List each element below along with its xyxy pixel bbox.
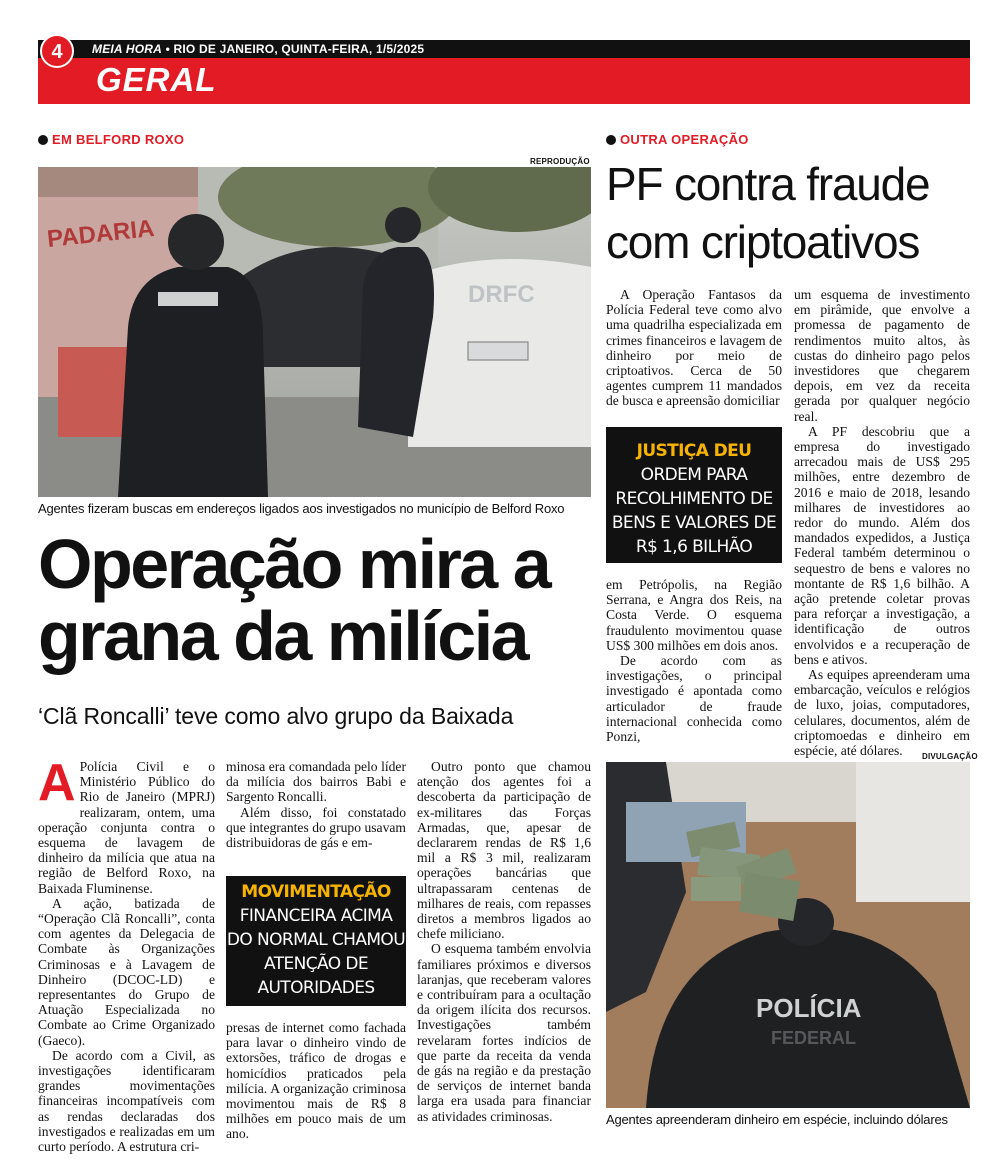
shop-sign-text: PADARIA xyxy=(45,214,156,253)
police-operation-photo xyxy=(38,167,591,497)
left-column-2-bottom xyxy=(226,1020,406,1142)
paragraph: Além disso, foi constatado que integrantes do grupo usavam distribuidoras de gás e em- xyxy=(226,804,406,851)
subheadline: ‘Clã Roncalli’ teve como alvo grupo da Baixada xyxy=(38,703,514,729)
paragraph: As equipes apreenderam uma embarcação, veículos e relógios de luxo, joias, computadores, celulares, documentos, além de criptomoedas e dinheiro em espécie, até dólares. xyxy=(794,667,970,759)
paragraph: Outro ponto que chamou atenção dos agentes foi a descoberta da participação de ex-militares das Forças Armadas, que, apesar de declararem rendas de R$ 1,6 mil a R$ 3 mil, realizaram operações bancárias que ultrapassaram centenas de milhares de reais, com repasses diretos a membros ligados ao chefe miliciano. xyxy=(417,759,591,942)
photo-caption-right: Agentes apreenderam dinheiro em espécie, incluindo dólares xyxy=(606,1112,948,1127)
highlight-box-title: JUSTIÇA DEU xyxy=(636,441,752,461)
highlight-box-text: ORDEM PARA RECOLHIMENTO DE BENS E VALORES DE R$ 1,6 BILHÃO xyxy=(611,465,777,557)
brand-name: MEIA HORA xyxy=(92,42,163,56)
seized-money-photo xyxy=(606,762,970,1108)
dateline xyxy=(92,41,424,57)
paragraph: um esquema de investimento em pirâmide, que envolve a promessa de pagamento de rendimentos muito altos, às custas do dinheiro pago pelos investidores que chegarem depois, em vez da receita gerada por qualquer negócio real. xyxy=(794,287,970,424)
paragraph: Polícia Civil e o Ministério Público do Rio de Janeiro (MPRJ) realizaram, ontem, uma operação conjunta contra o esquema de lavagem de dinheiro da milícia que atua na região de Belford Roxo, na Baixada Fluminense. xyxy=(38,759,215,896)
dateline-text: • RIO DE JANEIRO, QUINTA-FEIRA, 1/5/2025 xyxy=(162,42,425,56)
section-title: GERAL xyxy=(96,61,217,98)
paragraph: O esquema também envolvia familiares próximos e diversos laranjas, que receberam valores e contribuíram para a ocultação da origem ilícita dos recursos. Investigações também revelaram fortes indícios de que parte da receita da venda de gás na região e da prestação de serviços de internet banda larga era usada para financiar as atividades criminosas. xyxy=(417,941,591,1124)
right-column-1-bottom xyxy=(606,577,782,744)
police-operation-illustration xyxy=(38,167,591,497)
paragraph: minosa era comandada pelo líder da milícia dos bairros Babi e Sargento Roncalli. xyxy=(226,759,406,805)
highlight-box-left xyxy=(226,876,406,1006)
left-column-3 xyxy=(417,759,591,1124)
main-headline: Operação mira a grana da milícia xyxy=(38,525,550,675)
paragraph: De acordo com as investigações, o principal investigado é apontada como articulador de fraude internacional conhecida como Ponzi, xyxy=(606,653,782,745)
paragraph: presas de internet como fachada para lavar o dinheiro vindo de extorsões, tráfico de drogas e homicídios praticados pela milícia. A organização criminosa movimentou mais de R$ 8 milhões em pouco mais de um ano. xyxy=(226,1020,406,1142)
bullet-icon xyxy=(38,135,48,145)
highlight-box-text: FINANCEIRA ACIMA DO NORMAL CHAMOU ATENÇÃO DE AUTORIDADES xyxy=(226,906,406,998)
right-kicker-text: OUTRA OPERAÇÃO xyxy=(620,132,749,147)
paragraph: A Operação Fantasos da Polícia Federal teve como alvo uma quadrilha especializada em crimes financeiros e lavagem de dinheiro por meio de criptoativos. Cerca de 50 agentes cumprem 11 mandados de busca e apreensão domiciliar xyxy=(606,287,782,409)
photo-caption-left: Agentes fizeram buscas em endereços ligados aos investigados no município de Belford Roxo xyxy=(38,501,565,516)
left-kicker xyxy=(38,132,184,147)
drop-cap: A xyxy=(38,754,76,812)
photo-credit-left: REPRODUÇÃO xyxy=(530,157,590,166)
seized-money-illustration xyxy=(606,762,970,1108)
section-rule xyxy=(38,102,970,104)
left-kicker-text: EM BELFORD ROXO xyxy=(52,132,185,147)
car-text: DRFC xyxy=(468,281,535,308)
right-kicker xyxy=(606,132,749,147)
left-column-1 xyxy=(38,754,215,1155)
page-number: 4 xyxy=(40,34,74,68)
right-headline: PF contra fraude com criptoativos xyxy=(606,158,930,268)
highlight-box-right xyxy=(606,427,782,563)
paragraph: A ação, batizada de “Operação Clã Roncalli”, conta com agentes da Delegacia de Combate às Organizações Criminosas e à Lavagem de Dinheiro (DCOC-LD) e representantes do Grupo de Atuação Especializada no Combate ao Crime Organizado (Gaeco). xyxy=(38,895,215,1048)
bullet-icon xyxy=(606,135,616,145)
paragraph: A PF descobriu que a empresa do investigado arrecadou mais de US$ 295 milhões, entre dezembro de 2016 e maio de 2018, lesando milhares de investidores ao redor do mundo. Além dos mandados expedidos, a Justiça Federal também determinou o sequestro de bens e valores no montante de R$ 1,6 bilhão. A ação pretende coletar provas para reforçar a investigação, a identificação de outros envolvidos e a recuperação de bens e ativos. xyxy=(794,423,970,667)
right-column-2 xyxy=(794,287,970,758)
highlight-box-title: MOVIMENTAÇÃO xyxy=(241,882,391,902)
vest-text: POLÍCIA xyxy=(756,993,862,1023)
paragraph: De acordo com a Civil, as investigações identificaram grandes movimentações financeiras incompatíveis com as rendas declaradas dos investigados e realizadas em um curto período. A estrutura cri- xyxy=(38,1047,215,1155)
photo-credit-right: DIVULGAÇÃO xyxy=(922,752,978,761)
right-column-1-top xyxy=(606,287,782,409)
vest-text-2: FEDERAL xyxy=(771,1028,856,1048)
left-column-2-top xyxy=(226,759,406,850)
paragraph: em Petrópolis, na Região Serrana, e Angra dos Reis, na Costa Verde. O esquema fraudulento movimentou quase US$ 300 milhões em dois anos. xyxy=(606,577,782,653)
